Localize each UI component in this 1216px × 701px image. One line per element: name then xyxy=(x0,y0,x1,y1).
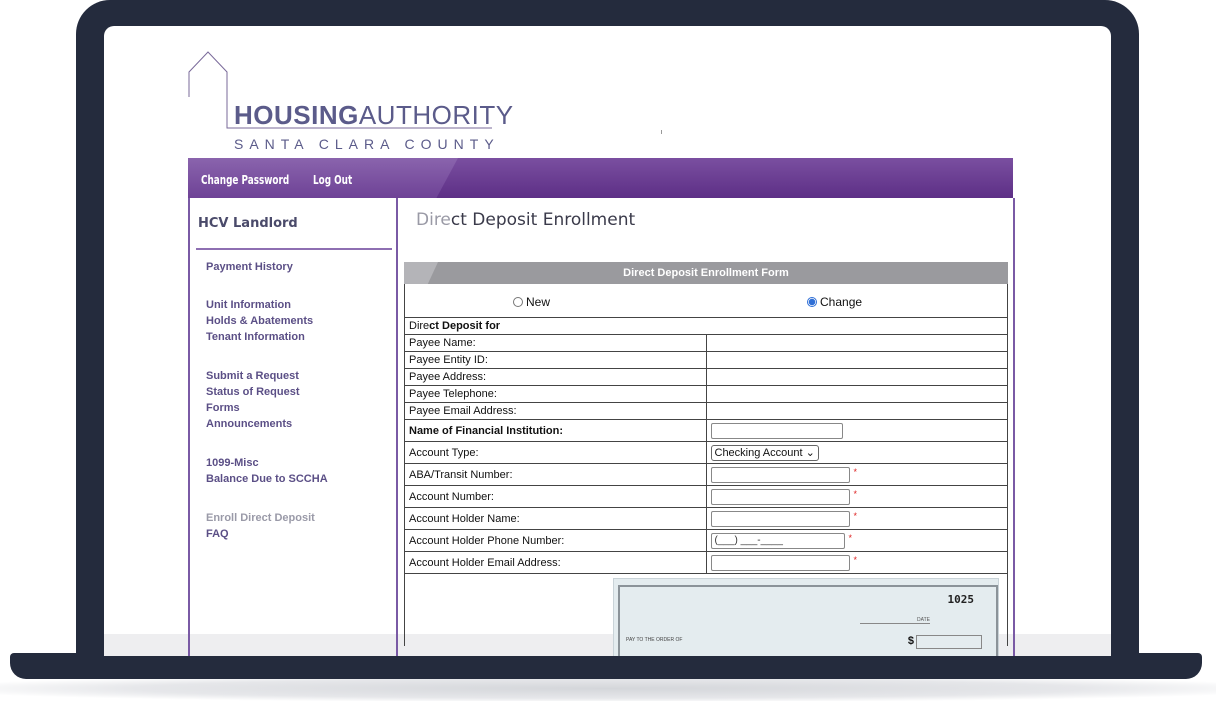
page-title xyxy=(416,210,635,230)
account-holder-phone-cell xyxy=(706,530,1008,552)
table-row xyxy=(405,442,1008,464)
table-row xyxy=(405,403,1008,420)
check-date-label: DATE xyxy=(917,617,930,623)
account-number-input[interactable] xyxy=(711,489,850,505)
account-type-label: Account Type: xyxy=(405,442,707,464)
payee-name-label: Payee Name: xyxy=(405,335,707,352)
radio-new-label: New xyxy=(526,295,551,309)
check-date-line xyxy=(860,623,930,624)
sidebar-divider xyxy=(196,248,392,250)
sidebar xyxy=(190,198,398,656)
page-title-rest: ct Deposit Enrollment xyxy=(450,210,636,230)
housing-authority-logo[interactable] xyxy=(188,50,514,160)
sidebar-item-holds-abatements[interactable]: Holds & Abatements xyxy=(206,315,314,327)
section-title xyxy=(405,318,1008,335)
sidebar-item-forms[interactable]: Forms xyxy=(206,402,240,414)
laptop-screen xyxy=(104,26,1111,656)
check-dollar-sign: $ xyxy=(907,635,914,647)
required-mark: * xyxy=(853,510,858,521)
change-password-link[interactable]: Change Password xyxy=(201,173,290,187)
payee-email-value xyxy=(706,403,1008,420)
sample-check-image xyxy=(613,578,999,656)
sidebar-item-balance-due[interactable]: Balance Due to SCCHA xyxy=(206,473,328,485)
logo-main-bold: HOUSING xyxy=(234,100,359,130)
log-out-link[interactable]: Log Out xyxy=(313,173,353,187)
sidebar-item-announcements[interactable]: Announcements xyxy=(206,418,293,430)
payee-name-value xyxy=(706,335,1008,352)
account-holder-phone-input[interactable]: (___) ___-____ xyxy=(711,533,845,549)
laptop-base xyxy=(10,653,1202,679)
account-holder-name-label: Account Holder Name: xyxy=(405,508,707,530)
account-number-label: Account Number: xyxy=(405,486,707,508)
sidebar-item-payment-history[interactable]: Payment History xyxy=(206,261,293,273)
page-title-faded: Dire xyxy=(416,210,451,230)
table-row xyxy=(405,369,1008,386)
check-amount-box xyxy=(916,635,982,649)
form-header xyxy=(404,262,1008,284)
content-frame xyxy=(188,198,1015,656)
sidebar-item-unit-information[interactable]: Unit Information xyxy=(206,299,291,311)
table-row xyxy=(405,508,1008,530)
table-row xyxy=(405,386,1008,403)
table-row xyxy=(405,464,1008,486)
account-type-cell xyxy=(706,442,1008,464)
payee-entity-id-value xyxy=(706,352,1008,369)
payee-entity-id-label: Payee Entity ID: xyxy=(405,352,707,369)
payee-address-label: Payee Address: xyxy=(405,369,707,386)
enrollment-type-radios xyxy=(404,284,1008,317)
deposit-details-table xyxy=(404,317,1008,574)
radio-change[interactable] xyxy=(807,297,817,307)
form-header-title: Direct Deposit Enrollment Form xyxy=(623,267,789,279)
logo-main-light: AUTHORITY xyxy=(358,100,514,130)
check-number: 1025 xyxy=(947,593,974,606)
table-row xyxy=(405,530,1008,552)
payee-telephone-value xyxy=(706,386,1008,403)
table-row xyxy=(405,486,1008,508)
sidebar-item-tenant-information[interactable]: Tenant Information xyxy=(206,331,305,343)
top-nav-bar xyxy=(188,158,1013,198)
sidebar-item-1099-misc[interactable]: 1099-Misc xyxy=(206,457,259,469)
account-holder-name-input[interactable] xyxy=(711,511,850,527)
aba-transit-input[interactable] xyxy=(711,467,850,483)
table-row xyxy=(405,352,1008,369)
account-holder-name-cell xyxy=(706,508,1008,530)
sidebar-item-faq[interactable]: FAQ xyxy=(206,528,229,540)
check-pay-label: PAY TO THE ORDER OF xyxy=(626,637,683,643)
logo-wordmark xyxy=(234,100,514,131)
financial-institution-cell xyxy=(706,420,1008,442)
required-mark: * xyxy=(848,532,853,543)
chevron-down-icon: ⌄ xyxy=(805,446,815,459)
payee-email-label: Payee Email Address: xyxy=(405,403,707,420)
aba-transit-cell xyxy=(706,464,1008,486)
account-holder-email-label: Account Holder Email Address: xyxy=(405,552,707,574)
section-title-rest: ct Deposit for xyxy=(429,320,501,332)
account-holder-email-input[interactable] xyxy=(711,555,850,571)
aba-transit-label: ABA/Transit Number: xyxy=(405,464,707,486)
account-holder-phone-label: Account Holder Phone Number: xyxy=(405,530,707,552)
account-holder-email-cell xyxy=(706,552,1008,574)
required-mark: * xyxy=(853,466,858,477)
table-row xyxy=(405,552,1008,574)
payee-telephone-label: Payee Telephone: xyxy=(405,386,707,403)
radio-change-label: Change xyxy=(820,295,863,309)
sidebar-title: HCV Landlord xyxy=(198,216,298,231)
payee-address-value xyxy=(706,369,1008,386)
divider-mark xyxy=(661,130,662,134)
laptop-shadow xyxy=(0,676,1216,701)
radio-option-change[interactable] xyxy=(807,295,862,309)
section-title-faded: Dire xyxy=(409,320,430,332)
radio-option-new[interactable] xyxy=(513,295,550,309)
sidebar-item-submit-request[interactable]: Submit a Request xyxy=(206,370,299,382)
required-mark: * xyxy=(853,554,858,565)
sidebar-item-enroll-direct-deposit[interactable]: Enroll Direct Deposit xyxy=(206,512,315,524)
form-header-tab xyxy=(404,262,438,284)
financial-institution-input[interactable] xyxy=(711,423,843,439)
table-row xyxy=(405,420,1008,442)
logo-subtitle: SANTA CLARA COUNTY xyxy=(234,136,500,152)
radio-new[interactable] xyxy=(513,297,523,307)
account-type-select[interactable] xyxy=(711,445,819,461)
financial-institution-label: Name of Financial Institution: xyxy=(405,420,707,442)
sample-check-area xyxy=(404,574,1008,646)
required-mark: * xyxy=(853,488,858,499)
account-type-value: Checking Account xyxy=(714,446,803,459)
sidebar-item-status-of-request[interactable]: Status of Request xyxy=(206,386,300,398)
table-row xyxy=(405,335,1008,352)
table-row xyxy=(405,318,1008,335)
direct-deposit-form xyxy=(404,262,1008,646)
account-number-cell xyxy=(706,486,1008,508)
